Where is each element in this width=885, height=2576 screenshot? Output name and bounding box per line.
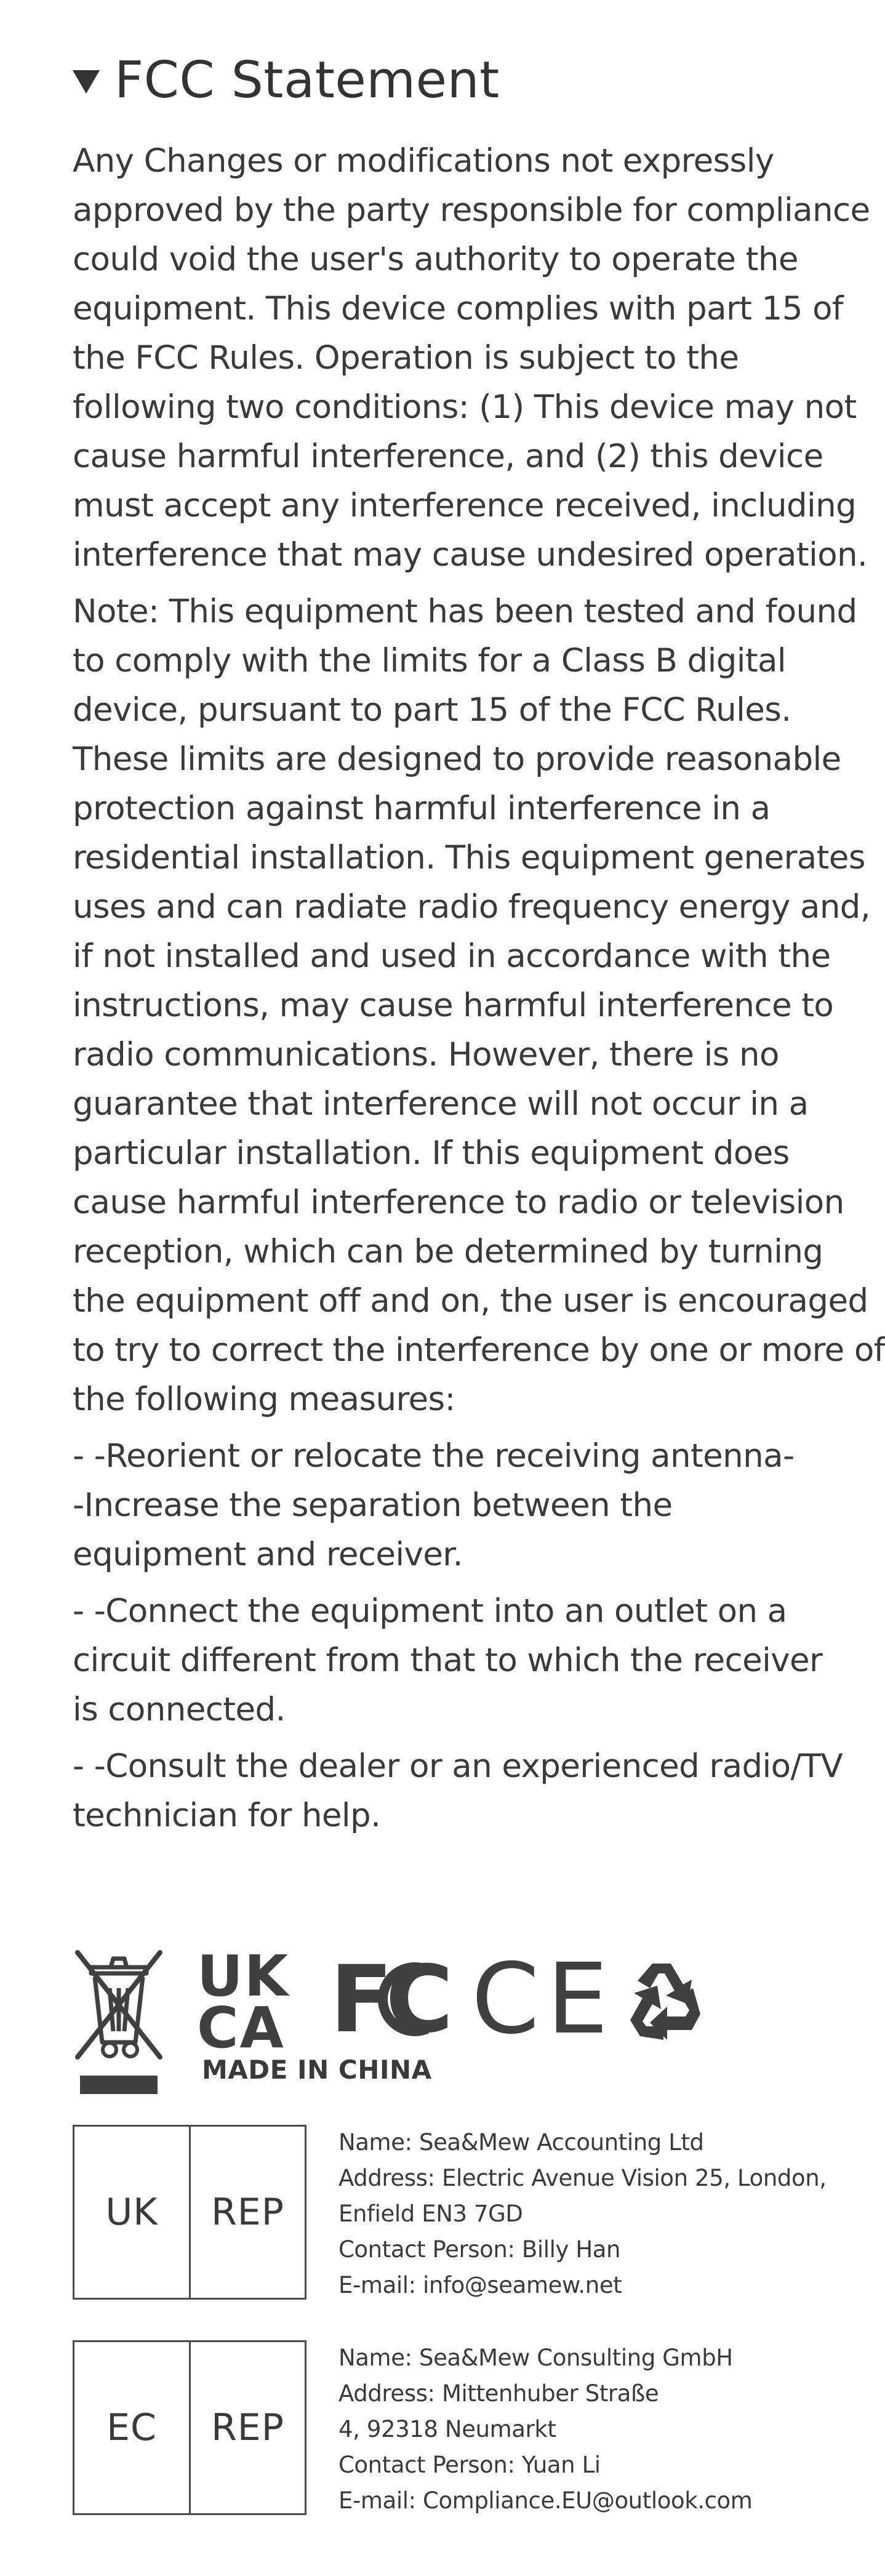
ce-mark-icon [471,1943,616,2056]
ec-rep-email: E-mail: Compliance.EU@outlook.com [338,2487,753,2514]
ec-rep-left-label: EC [74,2342,191,2513]
text-line: Any Changes or modifications not expressly [73,142,774,180]
weee-crossed-bin-icon [73,1939,165,2099]
text-line: following two conditions: (1) This device may not [73,388,857,426]
text-line: These limits are designed to provide reasonable [73,740,841,778]
fcc-mark-label: FC [330,1946,446,2053]
ukca-mark-icon [197,1943,302,2061]
uk-rep-right-label: REP [211,2191,284,2234]
text-line: is connected. [73,1691,286,1728]
ec-rep-address-cont: 4, 92318 Neumarkt [338,2416,556,2442]
section-heading[interactable] [73,43,500,117]
text-line: equipment. This device complies with part 15 of [73,290,843,327]
text-line: uses and can radiate radio frequency energy and, [73,888,871,926]
text-line: - -Connect the equipment into an outlet on a [73,1592,787,1630]
made-in-label: MADE IN CHINA [202,2055,432,2085]
text-line: cause harmful interference, and (2) this device [73,438,823,475]
fcc-statement-text [73,137,885,1848]
measure-consult [73,1742,843,1840]
text-line: reception, which can be determined by turning [73,1233,823,1270]
recycle-icon [615,1957,708,2044]
text-line: radio communications. However, there is no [73,1036,779,1073]
ukca-top-label: UK [197,1943,289,2009]
uk-rep-email: E-mail: info@seamew.net [338,2272,622,2298]
text-line: residential installation. This equipment generates [73,839,865,877]
paragraph-note [73,587,885,1424]
text-line: device, pursuant to part 15 of the FCC Rules. [73,691,791,729]
text-line: the FCC Rules. Operation is subject to the [73,339,739,377]
text-line: if not installed and used in accordance with the [73,937,831,975]
text-line: to try to correct the interference by one or more of [73,1331,885,1369]
ukca-bottom-label: CA [197,1995,285,2061]
measure-reorient [73,1432,836,1579]
triangle-down-icon[interactable] [73,70,100,94]
fcc-mark-icon [330,1946,447,2053]
text-line: to comply with the limits for a Class B digital [73,642,787,680]
text-line: must accept any interference received, including [73,487,857,524]
ec-rep-name: Name: Sea&Mew Consulting GmbH [338,2345,733,2371]
text-line: the following measures: [73,1381,455,1418]
text-line: technician for help. [73,1797,381,1834]
ec-rep-contact: Contact Person: Yuan Li [338,2452,601,2478]
ec-rep-address: Address: Mittenhuber Straße [338,2380,659,2407]
text-line: Note: This equipment has been tested and found [73,593,857,630]
ce-mark-label: CE [471,1943,616,2056]
text-line: cause harmful interference to radio or television [73,1184,844,1221]
uk-rep-left-label: UK [74,2127,191,2298]
text-line: the equipment off and on, the user is encouraged [73,1282,868,1320]
ec-rep-box [73,2340,306,2515]
uk-rep-info [338,2125,843,2303]
text-line: circuit different from that to which the receiver [73,1642,823,1679]
uk-rep-name: Name: Sea&Mew Accounting Ltd [338,2129,704,2156]
paragraph-compliance [73,137,870,580]
text-line: equipment and receiver. [73,1536,463,1573]
ec-rep-right-label: REP [211,2406,284,2449]
text-line: - -Reorient or relocate the receiving antenna- [73,1437,795,1475]
uk-rep-address: Address: Electric Avenue Vision 25, London, [338,2165,827,2191]
measure-outlet [73,1587,836,1735]
text-line: interference that may cause undesired operation. [73,536,868,574]
text-line: - -Consult the dealer or an experienced radio/TV [73,1747,843,1785]
text-line: approved by the party responsible for compliance [73,191,870,229]
text-line: particular installation. If this equipment does [73,1134,790,1172]
text-line: instructions, may cause harmful interference to [73,987,834,1024]
text-line: could void the user's authority to operate the [73,241,798,278]
text-line: guarantee that interference will not occur in a [73,1085,809,1123]
text-line: protection against harmful interference in a [73,790,771,827]
uk-rep-box [73,2125,306,2300]
text-line: -Increase the separation between the [73,1487,673,1524]
section-title: FCC Statement [114,50,500,110]
uk-rep-contact: Contact Person: Billy Han [338,2236,621,2263]
uk-rep-address-cont: Enfield EN3 7GD [338,2201,523,2227]
ec-rep-info [338,2340,843,2519]
